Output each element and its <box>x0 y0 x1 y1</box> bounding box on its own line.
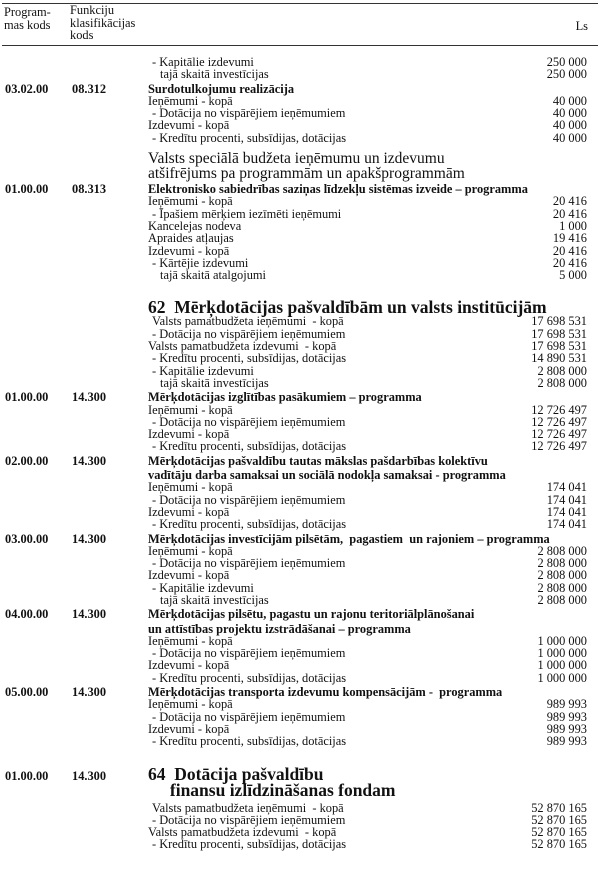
row-label: Ieņēmumi - kopā <box>148 194 233 209</box>
row-label: Mērķdotācijas transporta izdevumu kompensācijām - programma <box>148 685 503 700</box>
header-currency: Ls <box>575 19 588 33</box>
table-row <box>0 672 600 684</box>
table-row <box>0 686 600 698</box>
program-code: 03.00.00 <box>5 531 49 546</box>
row-label: - Dotācija no vispārējiem ieņēmumiem <box>152 492 346 507</box>
row-amount: 52 870 165 <box>531 837 587 852</box>
header-line: Program- <box>4 5 51 19</box>
row-amount: 250 000 <box>546 55 587 69</box>
table-row <box>0 119 600 131</box>
row-amount: 17 698 531 <box>531 339 587 354</box>
row-amount: 40 000 <box>552 130 587 145</box>
row-amount: 989 993 <box>546 721 587 736</box>
row-amount: 2 808 000 <box>537 543 587 558</box>
row-label: Ieņēmumi - kopā <box>148 543 233 558</box>
table-row <box>0 232 600 244</box>
row-amount: 12 726 497 <box>531 439 587 454</box>
row-label: Kancelejas nodeva <box>148 218 242 233</box>
header-line: Funkciju <box>70 3 115 17</box>
table-row <box>0 518 600 530</box>
row-label: - Kredītu procenti, subsīdijas, dotācijas <box>152 130 347 145</box>
table-row <box>0 83 600 95</box>
row-label: - Kredītu procenti, subsīdijas, dotācijas <box>152 734 347 749</box>
row-amount: 20 416 <box>552 206 587 221</box>
row-label: - Kredītu procenti, subsīdijas, dotācijas <box>152 351 347 366</box>
row-amount: 989 993 <box>546 734 587 749</box>
table-row <box>0 56 600 68</box>
row-label: Ieņēmumi - kopā <box>148 93 233 108</box>
row-label: atšifrējums pa programmām un apakšprogrammām <box>148 164 465 182</box>
row-label: tajā skaitā atalgojumi <box>160 268 266 283</box>
row-label: - Kredītu procenti, subsīdijas, dotācijas <box>152 670 347 685</box>
row-label: Valsts pamatbudžeta izdevumi - kopā <box>148 339 337 354</box>
row-label: - Dotācija no vispārējiem ieņēmumiem <box>152 106 346 121</box>
table-row <box>0 779 600 800</box>
table-row <box>0 711 600 723</box>
table-row <box>0 608 600 620</box>
row-label: - Kredītu procenti, subsīdijas, dotācijas <box>152 517 347 532</box>
row-amount: 2 808 000 <box>537 375 587 390</box>
table-row <box>0 569 600 581</box>
row-label: Ieņēmumi - kopā <box>148 633 233 648</box>
row-amount: 2 808 000 <box>537 568 587 583</box>
row-amount: 40 000 <box>552 106 587 121</box>
table-row <box>0 735 600 747</box>
row-amount: 5 000 <box>559 268 587 283</box>
row-amount: 20 416 <box>552 194 587 209</box>
row-label: vadītāju darba samaksai un sociālā nodokļa samaksai - programma <box>148 468 506 483</box>
program-code: 01.00.00 <box>5 768 49 783</box>
row-label: - Dotācija no vispārējiem ieņēmumiem <box>152 646 346 661</box>
row-amount: 2 808 000 <box>537 363 587 378</box>
row-label: Valsts speciālā budžeta ieņēmumu un izdevumu <box>148 150 445 168</box>
row-label: un attīstības projektu izstrādāšanai – programma <box>148 621 411 636</box>
header-line: klasifikācijas <box>70 15 136 30</box>
function-code: 14.300 <box>72 685 107 700</box>
header-function-code <box>70 4 135 42</box>
row-label: 62 Mērķdotācijas pašvaldībām un valsts institūcijām <box>148 297 547 318</box>
table-row <box>0 195 600 207</box>
table-row <box>0 220 600 232</box>
row-label: - Dotācija no vispārējiem ieņēmumiem <box>152 709 346 724</box>
row-amount: 1 000 000 <box>537 646 587 661</box>
row-label: 64 Dotācija pašvaldību <box>148 763 324 784</box>
row-label: - Īpašiem mērķiem iezīmēti ieņēmumi <box>152 206 342 221</box>
row-label: Apraides atļaujas <box>148 231 234 246</box>
table-row <box>0 802 600 814</box>
row-amount: 174 041 <box>546 492 587 507</box>
row-amount: 20 416 <box>552 255 587 270</box>
row-amount: 12 726 497 <box>531 414 587 429</box>
row-label: - Kārtējie izdevumi <box>152 255 249 270</box>
table-row <box>0 365 600 377</box>
row-amount: 40 000 <box>552 118 587 133</box>
table-row <box>0 208 600 220</box>
table-row <box>0 455 600 467</box>
row-label: Izdevumi - kopā <box>148 568 230 583</box>
row-amount: 250 000 <box>546 67 587 82</box>
table-row <box>0 164 600 182</box>
table-row <box>0 68 600 80</box>
row-label: Izdevumi - kopā <box>148 118 230 133</box>
row-label: Ieņēmumi - kopā <box>148 480 233 495</box>
table-row <box>0 533 600 545</box>
table-row <box>0 352 600 364</box>
header-line: mas kods <box>4 17 51 32</box>
program-code: 01.00.00 <box>5 390 49 405</box>
table-row <box>0 132 600 144</box>
function-code: 14.300 <box>72 390 107 405</box>
row-label: Izdevumi - kopā <box>148 243 230 258</box>
row-amount: 2 808 000 <box>537 556 587 571</box>
row-amount: 12 726 497 <box>531 402 587 417</box>
row-amount: 174 041 <box>546 517 587 532</box>
function-code: 14.300 <box>72 453 107 468</box>
table-row <box>0 416 600 428</box>
row-amount: 1 000 000 <box>537 670 587 685</box>
row-label: Izdevumi - kopā <box>148 427 230 442</box>
row-label: Ieņēmumi - kopā <box>148 402 233 417</box>
table-row <box>0 481 600 493</box>
row-amount: 52 870 165 <box>531 825 587 840</box>
program-code: 01.00.00 <box>5 182 49 197</box>
table-row <box>0 440 600 452</box>
row-label: tajā skaitā investīcijas <box>160 375 269 390</box>
row-label: Ieņēmumi - kopā <box>148 697 233 712</box>
row-label: Valsts pamatbudžeta ieņēmumi - kopā <box>152 314 344 329</box>
row-label: - Kapitālie izdevumi <box>152 580 254 595</box>
row-amount: 174 041 <box>546 480 587 495</box>
row-label: - Kredītu procenti, subsīdijas, dotācijas <box>152 837 347 852</box>
row-amount: 52 870 165 <box>531 812 587 827</box>
row-amount: 989 993 <box>546 697 587 712</box>
program-code: 03.02.00 <box>5 81 49 96</box>
function-code: 14.300 <box>72 768 107 783</box>
header-program-code <box>4 6 51 31</box>
table-row <box>0 297 600 318</box>
table-row <box>0 469 600 481</box>
table-row <box>0 623 600 635</box>
row-label: tajā skaitā investīcijas <box>160 67 269 82</box>
table-row <box>0 582 600 594</box>
row-label: Izdevumi - kopā <box>148 721 230 736</box>
row-label: Valsts pamatbudžeta izdevumi - kopā <box>148 825 337 840</box>
row-amount: 174 041 <box>546 504 587 519</box>
table-row <box>0 245 600 257</box>
row-amount: 12 726 497 <box>531 427 587 442</box>
row-label: Mērķdotācijas investīcijām pilsētām, pagastiem un rajoniem – programma <box>148 531 550 546</box>
row-label: Valsts pamatbudžeta ieņēmumi - kopā <box>152 800 344 815</box>
row-label: - Kapitālie izdevumi <box>152 55 254 69</box>
program-code: 05.00.00 <box>5 685 49 700</box>
row-amount: 19 416 <box>552 231 587 246</box>
row-amount: 2 808 000 <box>537 592 587 607</box>
function-code: 14.300 <box>72 607 107 622</box>
table-row <box>0 698 600 710</box>
row-amount: 52 870 165 <box>531 800 587 815</box>
row-amount: 2 808 000 <box>537 580 587 595</box>
table-row <box>0 315 600 327</box>
row-label: - Dotācija no vispārējiem ieņēmumiem <box>152 556 346 571</box>
function-code: 14.300 <box>72 531 107 546</box>
row-amount: 17 698 531 <box>531 326 587 341</box>
row-label: Mērķdotācijas izglītības pasākumiem – programma <box>148 390 422 405</box>
row-label: Izdevumi - kopā <box>148 658 230 673</box>
row-label: - Kredītu procenti, subsīdijas, dotācijas <box>152 439 347 454</box>
table-row <box>0 404 600 416</box>
row-label: - Dotācija no vispārējiem ieņēmumiem <box>152 414 346 429</box>
row-amount: 1 000 000 <box>537 658 587 673</box>
table-row <box>0 269 600 281</box>
row-label: finansu izlīdzināšanas fondam <box>148 779 396 800</box>
table-row <box>0 257 600 269</box>
table-row <box>0 647 600 659</box>
table-row <box>0 494 600 506</box>
table-row <box>0 391 600 403</box>
row-amount: 989 993 <box>546 709 587 724</box>
program-code: 02.00.00 <box>5 453 49 468</box>
row-label: Mērķdotācijas pašvaldību tautas mākslas pašdarbības kolektīvu <box>148 453 488 468</box>
function-code: 08.313 <box>72 182 107 197</box>
row-amount: 1 000 <box>559 218 587 233</box>
row-amount: 1 000 000 <box>537 633 587 648</box>
row-label: Elektronisko sabiedrības saziņas līdzekļu sistēmas izveide – programma <box>148 182 528 197</box>
row-label: Izdevumi - kopā <box>148 504 230 519</box>
row-label: Surdotulkojumu realizācija <box>148 81 295 96</box>
table-row <box>0 557 600 569</box>
table-row <box>0 183 600 195</box>
row-label: tajā skaitā investīcijas <box>160 592 269 607</box>
row-amount: 40 000 <box>552 93 587 108</box>
header-rule <box>2 45 598 46</box>
row-label: - Dotācija no vispārējiem ieņēmumiem <box>152 812 346 827</box>
header-line: kods <box>70 28 94 42</box>
table-row <box>0 659 600 671</box>
row-label: Mērķdotācijas pilsētu, pagastu un rajonu teritoriālplānošanai <box>148 607 475 622</box>
function-code: 08.312 <box>72 81 107 96</box>
table-row <box>0 594 600 606</box>
row-label: - Kapitālie izdevumi <box>152 363 254 378</box>
row-label: - Dotācija no vispārējiem ieņēmumiem <box>152 326 346 341</box>
table-row <box>0 107 600 119</box>
row-amount: 14 890 531 <box>531 351 587 366</box>
row-amount: 17 698 531 <box>531 314 587 329</box>
row-amount: 20 416 <box>552 243 587 258</box>
budget-table <box>0 56 600 851</box>
program-code: 04.00.00 <box>5 607 49 622</box>
table-row <box>0 838 600 850</box>
table-row <box>0 377 600 389</box>
